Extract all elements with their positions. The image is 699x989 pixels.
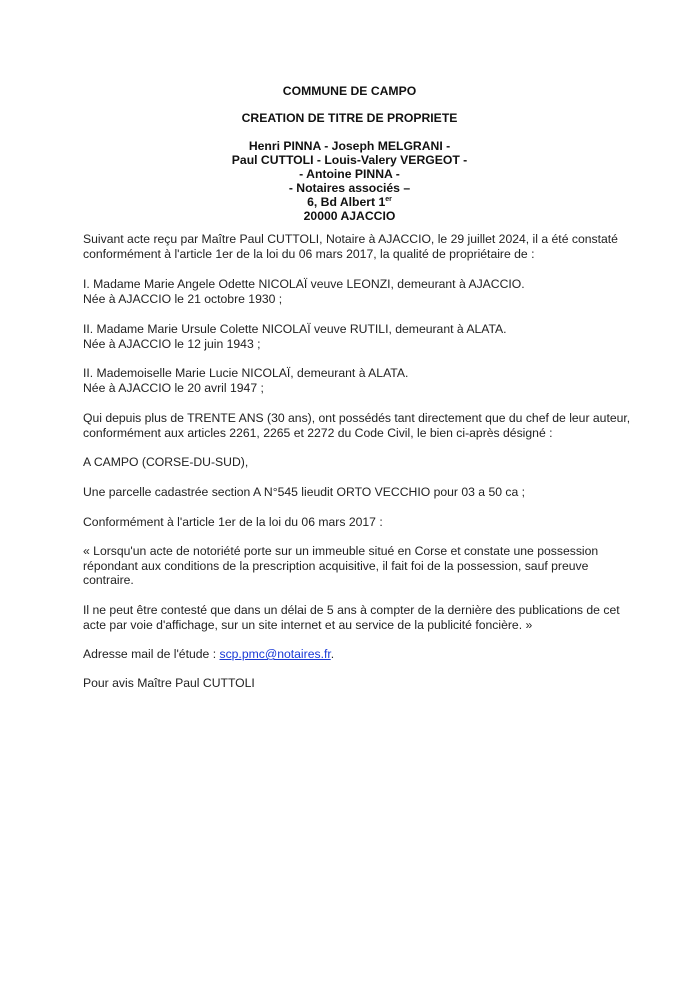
owner-2 [83, 322, 623, 351]
parcel-line: Une parcelle cadastrée section A N°545 lieudit ORTO VECCHIO pour 03 a 50 ca ; [83, 485, 526, 499]
law-reference: Conformément à l'article 1er de la loi du 06 mars 2017 : [83, 515, 383, 529]
intro-line: conformément à l'article 1er de la loi du 06 mars 2017, la qualité de propriétaire de : [83, 246, 535, 261]
owner-birth: Née à AJACCIO le 21 octobre 1930 ; [83, 291, 283, 306]
quote-line: « Lorsqu'un acte de notoriété porte sur un immeuble situé en Corse et constate une possession [83, 544, 599, 558]
notaries-line-1: Henri PINNA - Joseph MELGRANI - [248, 139, 451, 153]
ordinal-superscript: er [385, 196, 392, 203]
owner-3 [83, 366, 623, 395]
notaries-line-2: Paul CUTTOLI - Louis-Valery VERGEOT - [231, 153, 468, 167]
office-address-line-2: 20000 AJACCIO [303, 209, 396, 223]
quote-paragraph-2 [83, 603, 623, 632]
owner-identity: I. Madame Marie Angele Odette NICOLAÏ veuve LEONZI, demeurant à AJACCIO. [83, 277, 525, 291]
owner-identity: II. Mademoiselle Marie Lucie NICOLAÏ, demeurant à ALATA. [83, 366, 409, 380]
office-address-line-1 [0, 195, 699, 209]
email-line [83, 647, 623, 662]
quote-paragraph-1 [83, 544, 623, 588]
quote-line: acte par voie d'affichage, sur un site internet et au service de la publicité foncière. » [83, 617, 533, 632]
email-period: . [330, 647, 335, 661]
owner-birth: Née à AJACCIO le 20 avril 1947 ; [83, 380, 264, 395]
signature: Pour avis Maître Paul CUTTOLI [83, 676, 255, 690]
notaries-line-3: - Antoine PINNA - [299, 167, 400, 181]
owner-1 [83, 277, 623, 306]
quote-line: contraire. [83, 573, 134, 588]
possession-line: conformément aux articles 2261, 2265 et 2272 du Code Civil, le bien ci-après désigné : [83, 425, 553, 440]
office-street: 6, Bd Albert 1 [307, 195, 386, 209]
owner-identity: II. Madame Marie Ursule Colette NICOLAÏ veuve RUTILI, demeurant à ALATA. [83, 322, 507, 336]
possession-line: Qui depuis plus de TRENTE ANS (30 ans), ont possédés tant directement que du chef de leur auteur, [83, 411, 631, 425]
quote-line: répondant aux conditions de la prescription acquisitive, il fait foi de la possession, sauf preuve [83, 558, 589, 573]
location-line: A CAMPO (CORSE-DU-SUD), [83, 455, 249, 469]
possession-paragraph [83, 411, 631, 440]
commune-heading: COMMUNE DE CAMPO [282, 84, 417, 98]
notaries-line-4: - Notaires associés – [288, 181, 411, 195]
document-title: CREATION DE TITRE DE PROPRIETE [241, 111, 458, 125]
quote-line: Il ne peut être contesté que dans un délai de 5 ans à compter de la dernière des publications de cet [83, 603, 620, 617]
owner-birth: Née à AJACCIO le 12 juin 1943 ; [83, 336, 261, 351]
intro-line: Suivant acte reçu par Maître Paul CUTTOLI, Notaire à AJACCIO, le 29 juillet 2024, il a été constaté [83, 232, 618, 246]
intro-paragraph [83, 232, 623, 261]
email-label: Adresse mail de l'étude : [83, 647, 220, 661]
email-link[interactable]: scp.pmc@notaires.fr [219, 647, 331, 661]
